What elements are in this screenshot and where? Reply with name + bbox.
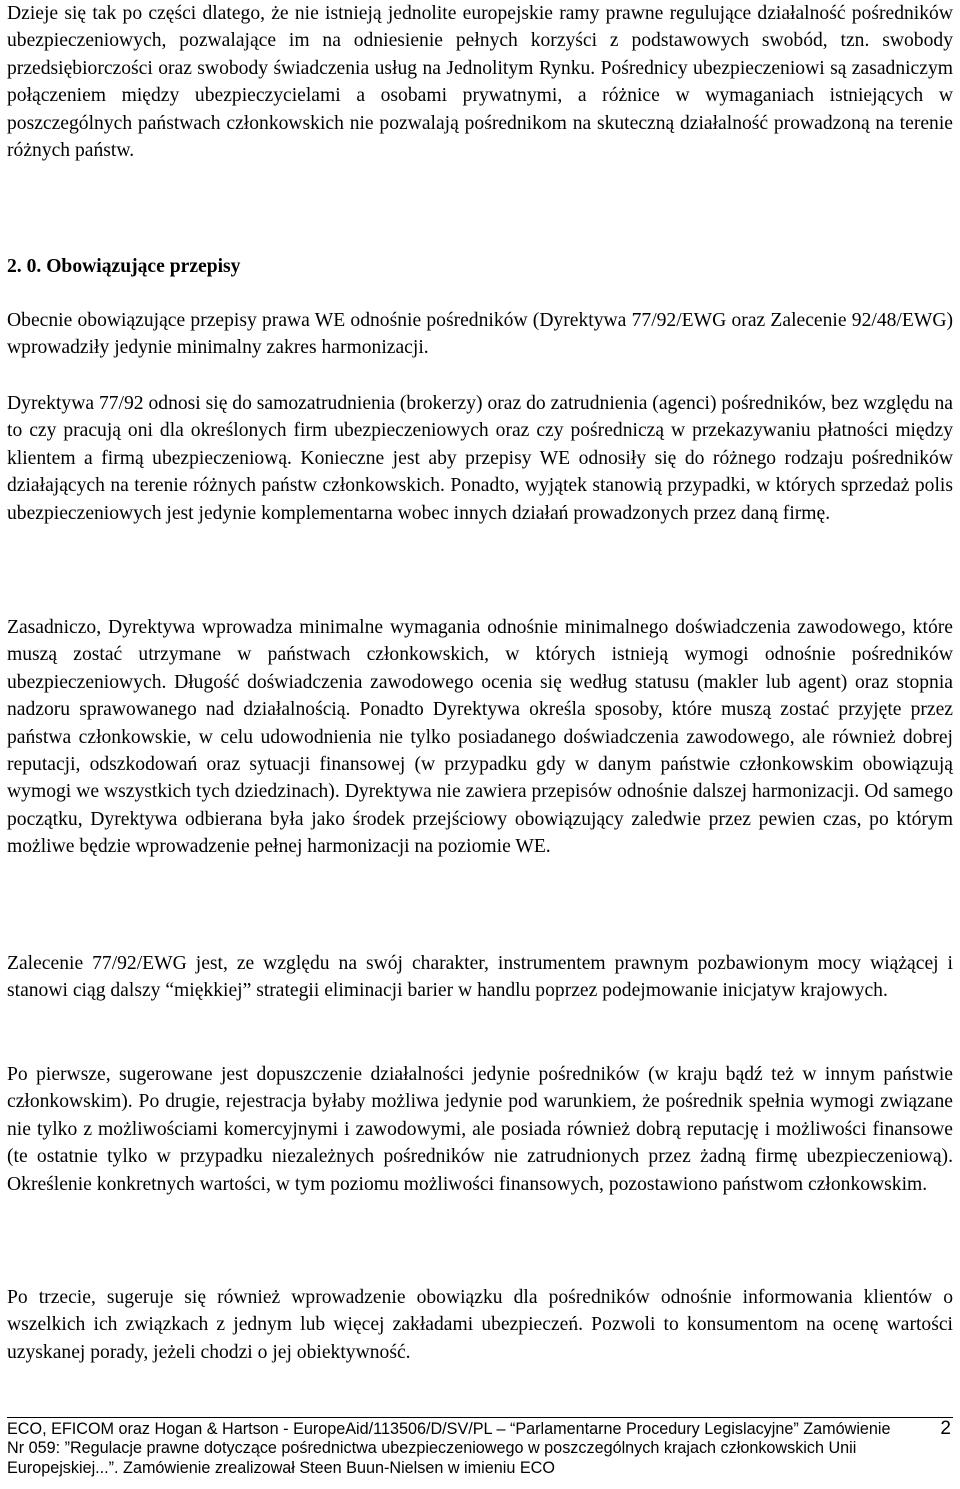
paragraph-third: Po trzecie, sugeruje się również wprowadzenie obowiązku dla pośredników odnośnie informowania klientów o wszelkich ich związkach z jednym lub więcej zakładami ubezpieczeń. Pozwoli to konsumentom na ocenę wartości uzyskanej porady, jeżeli chodzi o jej obiektywność. bbox=[7, 1287, 953, 1363]
section-heading: 2. 0. Obowiązujące przepisy bbox=[7, 256, 241, 277]
footer-text: ECO, EFICOM oraz Hogan & Hartson - EuropeAid/113506/D/SV/PL – “Parlamentarne Procedury Legislacyjne” Zamówienie Nr 059: ”Regulacje prawne dotyczące pośrednictwa ubezpieczeniowego w poszczególnych krajach członkowskich Unii Europejskiej...”. Zamówienie zrealizował Steen Buun-Nielsen w imieniu ECO bbox=[7, 1420, 891, 1477]
page-footer bbox=[7, 1417, 953, 1478]
paragraph-current-regulations: Obecnie obowiązujące przepisy prawa WE odnośnie pośredników (Dyrektywa 77/92/EWG oraz Zalecenie 92/48/EWG) wprowadziły jedynie minimalny zakres harmonizacji. bbox=[7, 310, 953, 359]
page-number: 2 bbox=[940, 1418, 951, 1439]
paragraph-first-second: Po pierwsze, sugerowane jest dopuszczenie działalności jedynie pośredników (w kraju bądź też w innym państwie członkowskim). Po drugie, rejestracja byłaby możliwa jedynie pod warunkiem, że pośrednik spełnia wymogi związane nie tylko z możliwościami komercyjnymi i zawodowymi, ale posiada również dobrą reputację i możliwości finansowe (te ostatnie tylko w przypadku niezależnych pośredników nie zatrudnionych przez żadną firmę ubezpieczeniową). Określenie konkretnych wartości, w tym poziomu możliwości finansowych, pozostawiono państwom członkowskim. bbox=[7, 1064, 953, 1195]
paragraph-recommendation: Zalecenie 77/92/EWG jest, ze względu na swój charakter, instrumentem prawnym pozbawionym mocy wiążącej i stanowi ciąg dalszy “miękkiej” strategii eliminacji barier w handlu poprzez podejmowanie inicjatyw krajowych. bbox=[7, 953, 953, 1002]
paragraph-directive-requirements: Zasadniczo, Dyrektywa wprowadza minimalne wymagania odnośnie minimalnego doświadczenia zawodowego, które muszą zostać utrzymane w państwach członkowskich, w których istnieją wymogi odnośnie pośredników ubezpieczeniowych. Długość doświadczenia zawodowego ocenia się według statusu (makler lub agent) oraz stopnia nadzoru sprawowanego nad działalnością. Ponadto Dyrektywa określa sposoby, które muszą zostać przyjęte przez państwa członkowskie, w celu udowodnienia nie tylko posiadanego doświadczenia zawodowego, ale również dobrej reputacji, odszkodowań oraz sytuacji finansowej (w przypadku gdy w danym państwie członkowskim obowiązują wymogi we wszystkich tych dziedzinach). Dyrektywa nie zawiera przepisów odnośnie dalszej harmonizacji. Od samego początku, Dyrektywa odbierana była jako środek przejściowy obowiązujący zaledwie przez pewien czas, po którym możliwe będzie wprowadzenie pełnej harmonizacji na poziomie WE. bbox=[7, 617, 953, 858]
paragraph-directive-scope: Dyrektywa 77/92 odnosi się do samozatrudnienia (brokerzy) oraz do zatrudnienia (agenci) pośredników, bez względu na to czy pracują oni dla określonych firm ubezpieczeniowych oraz czy pośredniczą w przekazywaniu płatności między klientem a firmą ubezpieczeniową. Konieczne jest aby przepisy WE odnosiły się do różnego rodzaju pośredników działających na terenie różnych państw członkowskich. Ponadto, wyjątek stanowią przypadki, w których sprzedaż polis ubezpieczeniowych jest jedynie komplementarna wobec innych działań prowadzonych przez daną firmę. bbox=[7, 393, 953, 524]
paragraph-intro: Dzieje się tak po części dlatego, że nie istnieją jednolite europejskie ramy prawne regulujące działalność pośredników ubezpieczeniowych, pozwalające im na odniesienie pełnych korzyści z podstawowych swobód, tzn. swobody przedsiębiorczości oraz swobody świadczenia usług na Jednolitym Rynku. Pośrednicy ubezpieczeniowi są zasadniczym połączeniem między ubezpieczycielami a osobami prywatnymi, a różnice w wymaganiach istniejących w poszczególnych państwach członkowskich nie pozwalają pośrednikom na skuteczną działalność prowadzoną na terenie różnych państw. bbox=[7, 3, 953, 162]
